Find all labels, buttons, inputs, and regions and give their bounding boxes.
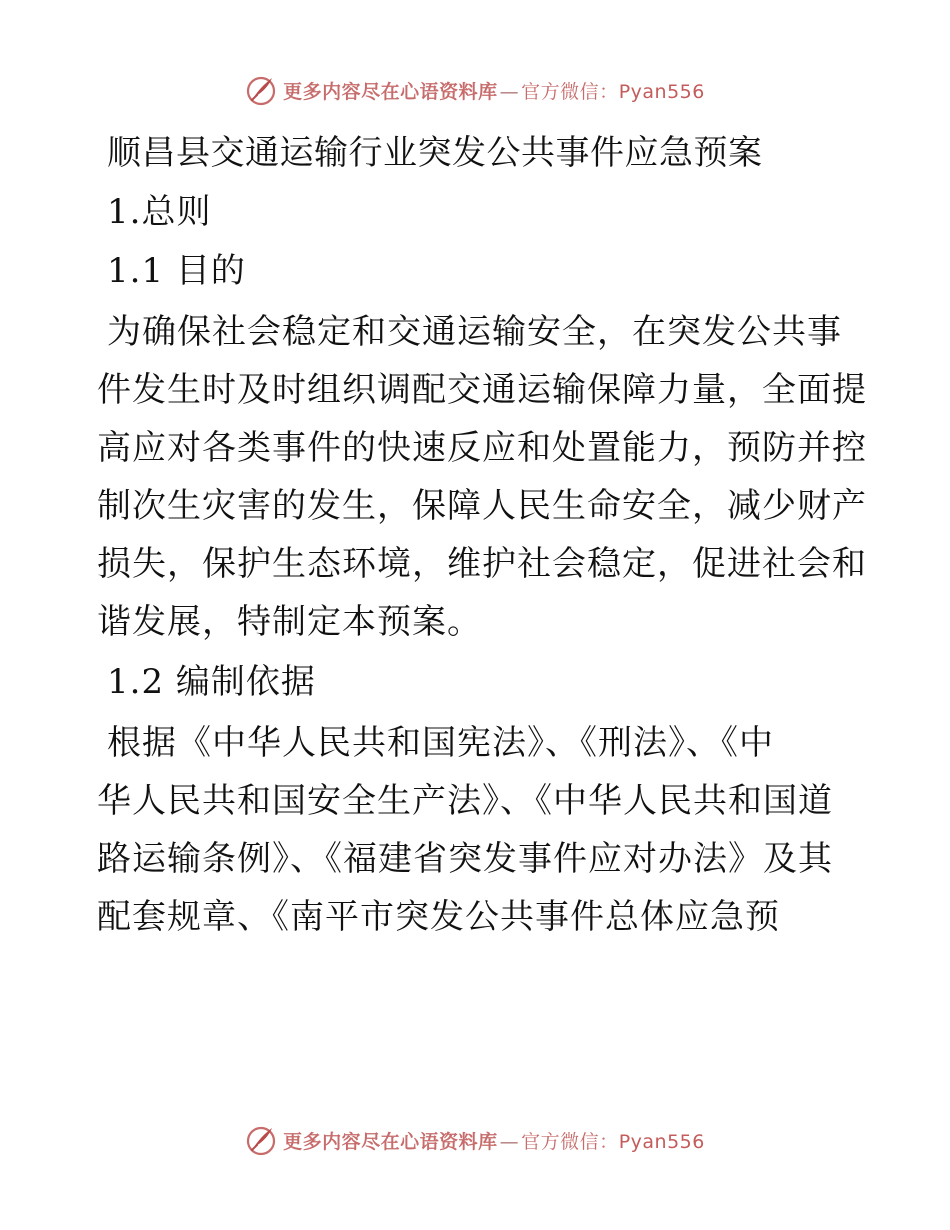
paragraph-line: 配套规章、《南平市突发公共事件总体应急预	[97, 897, 780, 937]
watermark-wechat-id: Pyan556	[618, 1130, 705, 1153]
paragraph-line: 根据《中华人民共和国宪法》、《刑法》、《中	[107, 723, 774, 763]
section-heading-1-2: 1.2 编制依据	[107, 662, 316, 702]
footer-watermark	[0, 1122, 950, 1158]
paragraph-line: 为确保社会稳定和交通运输安全，在突发公共事	[107, 312, 842, 352]
paragraph-line: 件发生时及时组织调配交通运输保障力量，全面提	[97, 370, 867, 410]
watermark-dash: —	[499, 80, 520, 103]
quill-logo-icon	[245, 74, 277, 106]
watermark-brand: 更多内容尽在心语资料库	[283, 80, 498, 103]
quill-logo-icon	[245, 1124, 277, 1156]
section-heading-1-1: 1.1 目的	[107, 251, 246, 291]
paragraph-line: 损失，保护生态环境，维护社会稳定，促进社会和	[97, 544, 867, 584]
document-body	[97, 124, 867, 946]
paragraph-line: 高应对各类事件的快速反应和处置能力，预防并控	[97, 428, 867, 468]
paragraph-line: 华人民共和国安全生产法》、《中华人民共和国道	[97, 781, 833, 821]
watermark-text	[283, 77, 705, 104]
watermark-wechat-label: 官方微信：	[521, 80, 619, 103]
document-title: 顺昌县交通运输行业突发公共事件应急预案	[107, 133, 763, 173]
paragraph-basis	[97, 714, 849, 946]
paragraph-line: 制次生灾害的发生，保障人民生命安全，减少财产	[97, 486, 867, 526]
watermark-wechat-id: Pyan556	[618, 80, 705, 103]
header-watermark	[0, 72, 950, 108]
watermark-text	[283, 1127, 705, 1154]
paragraph-line: 谐发展，特制定本预案。	[97, 602, 482, 642]
section-heading-1: 1.总则	[107, 192, 212, 232]
watermark-dash: —	[499, 1130, 520, 1153]
watermark-wechat-label: 官方微信：	[521, 1130, 619, 1153]
paragraph-line: 路运输条例》、《福建省突发事件应对办法》及其	[97, 839, 833, 879]
paragraph-purpose	[97, 303, 867, 651]
watermark-brand: 更多内容尽在心语资料库	[283, 1130, 498, 1153]
